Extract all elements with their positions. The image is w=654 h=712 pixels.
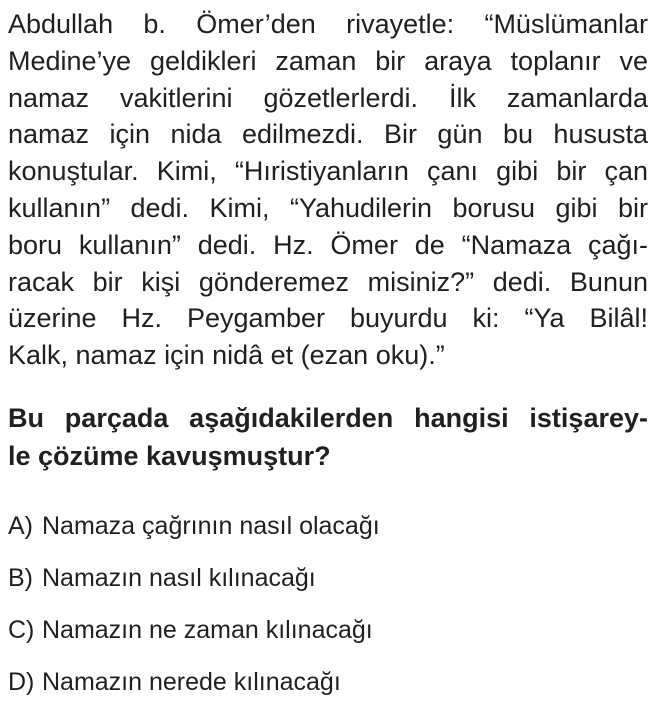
option-text: Namazın ne zaman kılınacağı [42, 616, 373, 644]
option-a[interactable] [8, 504, 648, 556]
passage-line: racak bir kişi gönderemez misiniz?” dedi. Bunun [8, 266, 648, 297]
passage-line: Medine’ye geldikleri zaman bir araya toplanır ve [8, 45, 648, 76]
passage-line: kullanın” dedi. Kimi, “Yahudilerin borusu gibi bir [8, 192, 648, 223]
option-text: Namazın nerede kılınacağı [42, 668, 341, 696]
option-b[interactable] [8, 556, 648, 608]
option-letter: C) [8, 616, 35, 644]
question-text [8, 399, 648, 475]
option-letter: D) [8, 668, 35, 696]
answer-options [8, 504, 648, 712]
question-line: Bu parçada aşağıdakilerden hangisi istişarey- [8, 403, 648, 433]
passage-line: namaz için nida edilmezdi. Bir gün bu hususta [8, 119, 648, 150]
passage-text [8, 6, 648, 374]
passage-line: boru kullanın” dedi. Hz. Ömer de “Namaza çağı- [8, 229, 648, 260]
passage-line: Abdullah b. Ömer’den rivayetle: “Müslümanlar [8, 9, 648, 39]
option-d[interactable] [8, 660, 648, 712]
option-c[interactable] [8, 608, 648, 660]
passage-line: namaz vakitlerini gözetlerlerdi. İlk zamanlarda [8, 82, 648, 113]
question-line: le çözüme kavuşmuştur? [8, 441, 331, 471]
option-letter: A) [8, 512, 33, 540]
passage-line: üzerine Hz. Peygamber buyurdu ki: “Ya Bilâl! [8, 303, 648, 334]
option-text: Namazın nasıl kılınacağı [42, 564, 316, 592]
option-letter: B) [8, 564, 33, 592]
passage-line: konuştular. Kimi, “Hıristiyanların çanı gibi bir çan [8, 156, 648, 187]
passage-line: Kalk, namaz için nidâ et (ezan oku).” [8, 340, 445, 371]
option-text: Namaza çağrının nasıl olacağı [42, 512, 380, 540]
